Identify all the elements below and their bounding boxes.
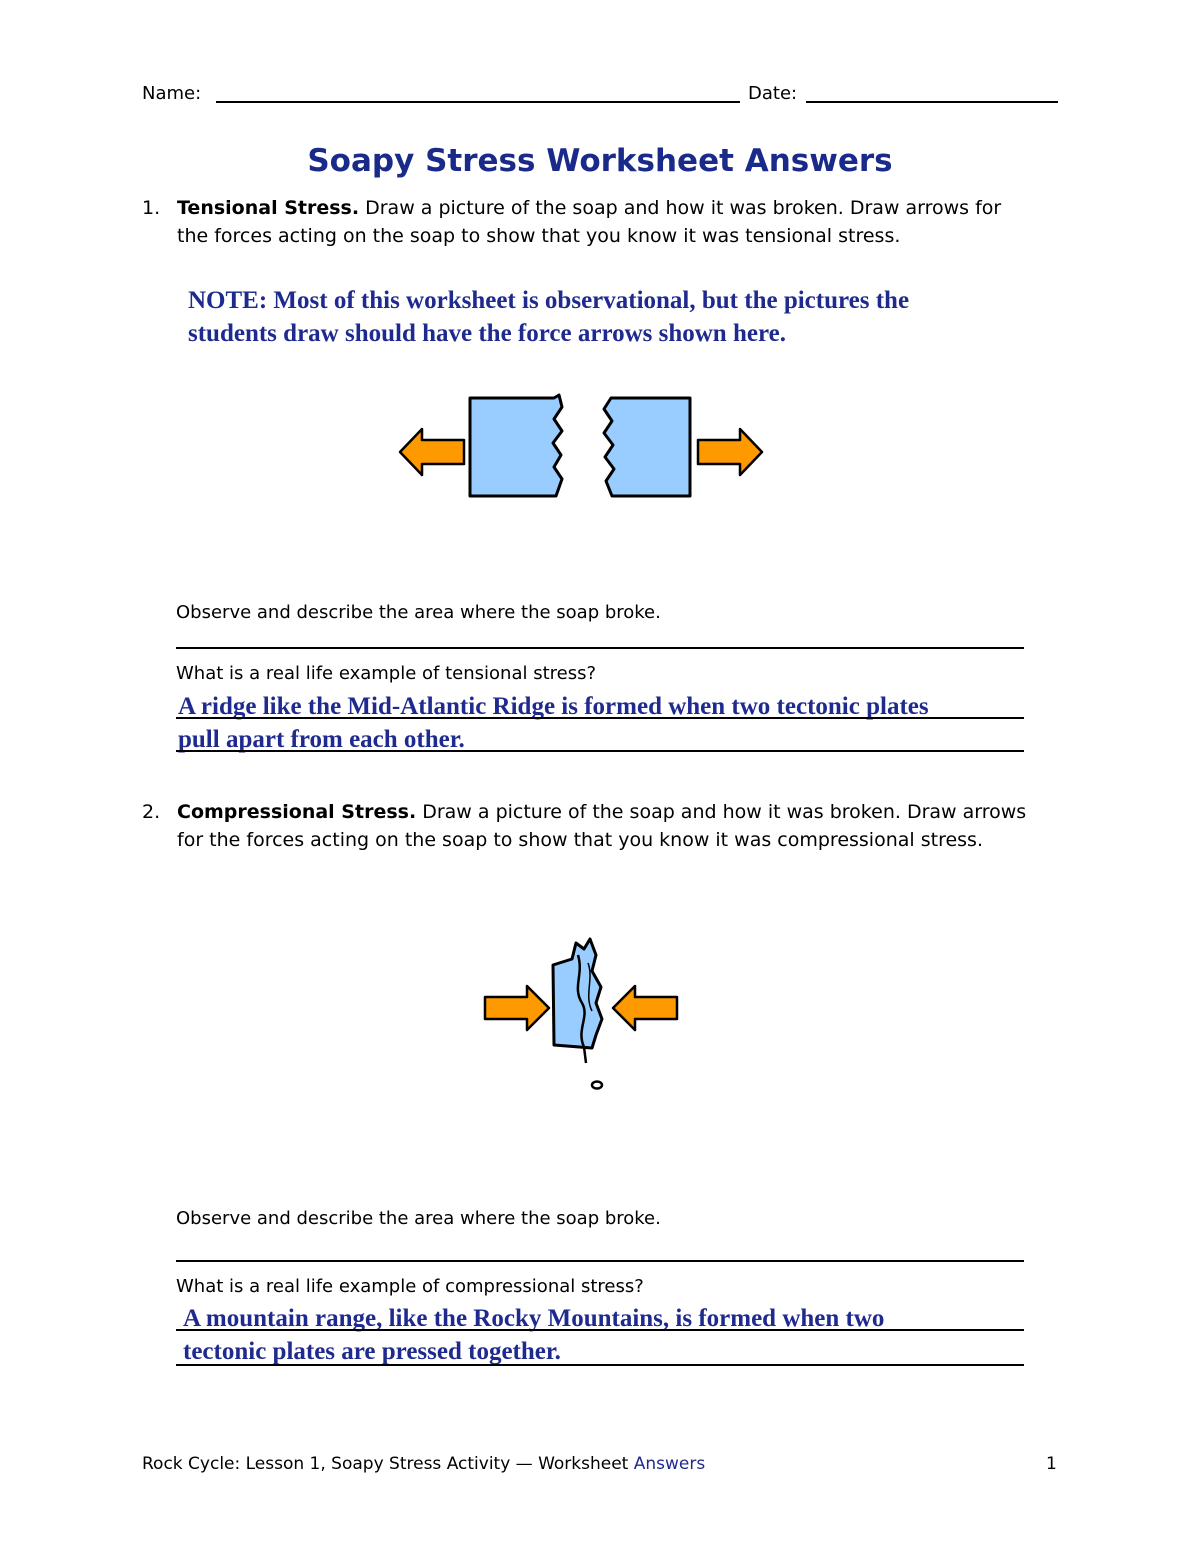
- q2-answer-underline-1: [176, 1329, 1024, 1331]
- q1-observe-prompt: Observe and describe the area where the soap broke.: [176, 602, 661, 623]
- tension-diagram: [390, 385, 780, 510]
- q1-answer-underline-2: [176, 750, 1024, 752]
- note-line1: NOTE: Most of this worksheet is observational, but the pictures the: [188, 287, 910, 314]
- q2-observe-answer-line[interactable]: [176, 1260, 1024, 1262]
- q1-number: 1.: [142, 197, 161, 219]
- footer-text: [142, 1454, 705, 1474]
- q2-answer-line2: tectonic plates are pressed together.: [183, 1338, 561, 1365]
- footer-accent: Answers: [633, 1454, 706, 1474]
- q1-observe-answer-line[interactable]: [176, 647, 1024, 649]
- q1-example-prompt: What is a real life example of tensional stress?: [176, 663, 597, 684]
- note-line2: students draw should have the force arrows shown here.: [188, 320, 786, 347]
- q2-heading: Compressional Stress.: [177, 801, 417, 823]
- q2-text: [177, 798, 1097, 854]
- q2-answer-line1: A mountain range, like the Rocky Mountains, is formed when two: [183, 1305, 885, 1332]
- left-pull-arrow: [400, 429, 464, 475]
- q1-answer-line1: A ridge like the Mid-Atlantic Ridge is formed when two tectonic plates: [178, 693, 929, 720]
- q1-text: [177, 194, 1077, 250]
- soap-right-piece: [604, 398, 690, 496]
- q1-text-line1: Draw a picture of the soap and how it was broken. Draw arrows for: [365, 197, 1002, 219]
- soap-chip: [592, 1082, 602, 1089]
- q2-text-line1: Draw a picture of the soap and how it was broken. Draw arrows: [422, 801, 1027, 823]
- soap-left-piece: [470, 395, 562, 496]
- q2-text-line2: for the forces acting on the soap to show that you know it was compressional stress.: [177, 829, 983, 851]
- q1-answer: [178, 690, 1038, 756]
- name-label: Name:: [142, 83, 202, 104]
- teacher-note: [188, 284, 1088, 350]
- name-field[interactable]: [216, 101, 740, 103]
- compression-diagram: [480, 935, 685, 1095]
- page-number: 1: [1046, 1454, 1057, 1474]
- date-field[interactable]: [806, 101, 1058, 103]
- q1-heading: Tensional Stress.: [177, 197, 360, 219]
- q1-answer-line2: pull apart from each other.: [178, 726, 465, 753]
- footer-lesson: Rock Cycle: Lesson 1, Soapy Stress Activity — Worksheet: [142, 1454, 629, 1474]
- right-push-arrow: [613, 986, 677, 1030]
- right-pull-arrow: [698, 429, 762, 475]
- page-title: Soapy Stress Worksheet Answers: [307, 143, 893, 179]
- q2-observe-prompt: Observe and describe the area where the soap broke.: [176, 1208, 661, 1229]
- q2-number: 2.: [142, 801, 161, 823]
- q1-text-line2: the forces acting on the soap to show that you know it was tensional stress.: [177, 225, 901, 247]
- q2-example-prompt: What is a real life example of compressional stress?: [176, 1276, 644, 1297]
- left-push-arrow: [485, 986, 549, 1030]
- q2-answer: [183, 1302, 1043, 1368]
- date-label: Date:: [748, 83, 798, 104]
- q1-answer-underline-1: [176, 717, 1024, 719]
- q2-answer-underline-2: [176, 1364, 1024, 1366]
